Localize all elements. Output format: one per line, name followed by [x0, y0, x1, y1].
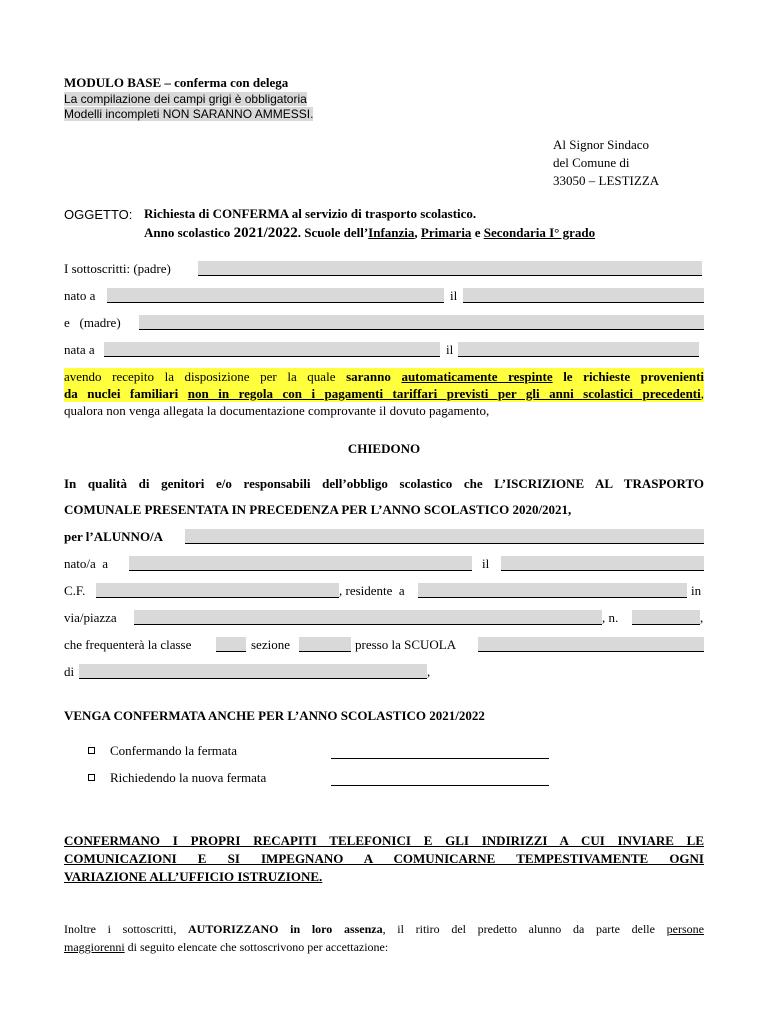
madre-name-field[interactable]	[139, 315, 704, 330]
padre-birthplace-field[interactable]	[107, 288, 444, 303]
inoltre-line-2: maggiorenni di seguito elencate che sottoscrivono per accettazione:	[64, 940, 389, 954]
confermando-label: Confermando la fermata	[110, 743, 238, 758]
scuola-comune-field[interactable]	[79, 664, 427, 679]
alunno-name-field[interactable]	[185, 529, 704, 544]
recipient-line-1: Al Signor Sindaco	[553, 137, 650, 152]
anno-scolastico-value: 2021/2022	[233, 225, 298, 241]
confermano-line-3: VARIAZIONE ALL’UFFICIO ISTRUZIONE.	[64, 869, 323, 884]
oggetto-label: OGGETTO:	[64, 207, 133, 222]
recipient-line-3: 33050 – LESTIZZA	[553, 173, 660, 188]
confermano-line-1: CONFERMANO I PROPRI RECAPITI TELEFONICI E GLI INDIRIZZI A CUI INVIARE LE	[64, 833, 704, 848]
richiedendo-blank[interactable]	[331, 785, 549, 786]
alunno-birth-row: nato/a a il	[64, 556, 704, 574]
venga-confermata-heading: VENGA CONFERMATA ANCHE PER L’ANNO SCOLASTICO 2021/2022	[64, 708, 485, 723]
chiedono-heading: CHIEDONO	[347, 441, 421, 456]
confermando-checkbox[interactable]	[88, 747, 95, 754]
alunno-address-row: via/piazza , n. ,	[64, 610, 704, 625]
request-line-2: COMUNALE PRESENTATA IN PRECEDENZA PER L’ANNO SCOLASTICO 2020/2021,	[64, 502, 572, 517]
incomplete-note: Modelli incompleti NON SARANNO AMMESSI.	[64, 107, 314, 121]
alunno-row: per l’ALUNNO/A	[64, 529, 704, 547]
codice-fiscale-field[interactable]	[96, 583, 339, 598]
madre-birthplace-field[interactable]	[104, 342, 440, 357]
madre-row: e (madre)	[64, 315, 704, 333]
padre-row: I sottoscritti: (padre)	[64, 261, 704, 279]
madre-birthdate-field[interactable]	[458, 342, 699, 357]
oggetto-line-1: Richiesta di CONFERMA al servizio di trasporto scolastico.	[144, 206, 477, 221]
richiedendo-checkbox[interactable]	[88, 774, 95, 781]
alunno-school-row: che frequenterà la classe sezione presso la SCUOLA	[64, 637, 704, 655]
residenza-field[interactable]	[418, 583, 687, 598]
oggetto-line-2: Anno scolastico 2021/2022. Scuole dell’Infanzia, Primaria e Secondaria I° grado	[144, 225, 596, 241]
padre-birth-row: nato a il	[64, 288, 704, 306]
padre-name-field[interactable]	[198, 261, 702, 276]
notice-line-1: avendo recepito la disposizione per la quale saranno automaticamente respinte le richieste provenienti	[64, 369, 705, 384]
notice-line-2: da nuclei familiari non in regola con i pagamenti tariffari previsti per gli anni scolastici precedenti,	[64, 386, 704, 401]
alunno-birthplace-field[interactable]	[129, 556, 472, 571]
scuola-field[interactable]	[478, 637, 704, 652]
madre-birth-row: nata a il	[64, 342, 704, 360]
civic-number-field[interactable]	[632, 610, 700, 625]
form-title: MODULO BASE – conferma con delega	[64, 75, 289, 90]
via-piazza-field[interactable]	[134, 610, 602, 625]
alunno-cf-row: C.F. , residente a in	[64, 583, 702, 598]
alunno-comune-row: di ,	[64, 664, 431, 679]
confermano-line-2: COMUNICAZIONI E SI IMPEGNANO A COMUNICARNE TEMPESTIVAMENTE OGNI	[64, 851, 704, 866]
notice-line-3: qualora non venga allegata la documentazione comprovante il dovuto pagamento,	[64, 403, 490, 418]
richiedendo-label: Richiedendo la nuova fermata	[110, 770, 267, 785]
mandatory-note: La compilazione dei campi grigi è obbligatoria	[64, 92, 307, 106]
request-line-1: In qualità di genitori e/o responsabili dell’obbligo scolastico che L’ISCRIZIONE AL TRASPORTO	[64, 476, 704, 491]
inoltre-line-1: Inoltre i sottoscritti, AUTORIZZANO in loro assenza, il ritiro del predetto alunno da parte delle persone	[64, 922, 704, 936]
classe-field[interactable]	[216, 637, 246, 652]
padre-birthdate-field[interactable]	[463, 288, 704, 303]
alunno-birthdate-field[interactable]	[501, 556, 704, 571]
confermando-blank[interactable]	[331, 758, 549, 759]
recipient-line-2: del Comune di	[553, 155, 630, 170]
sezione-field[interactable]	[299, 637, 351, 652]
